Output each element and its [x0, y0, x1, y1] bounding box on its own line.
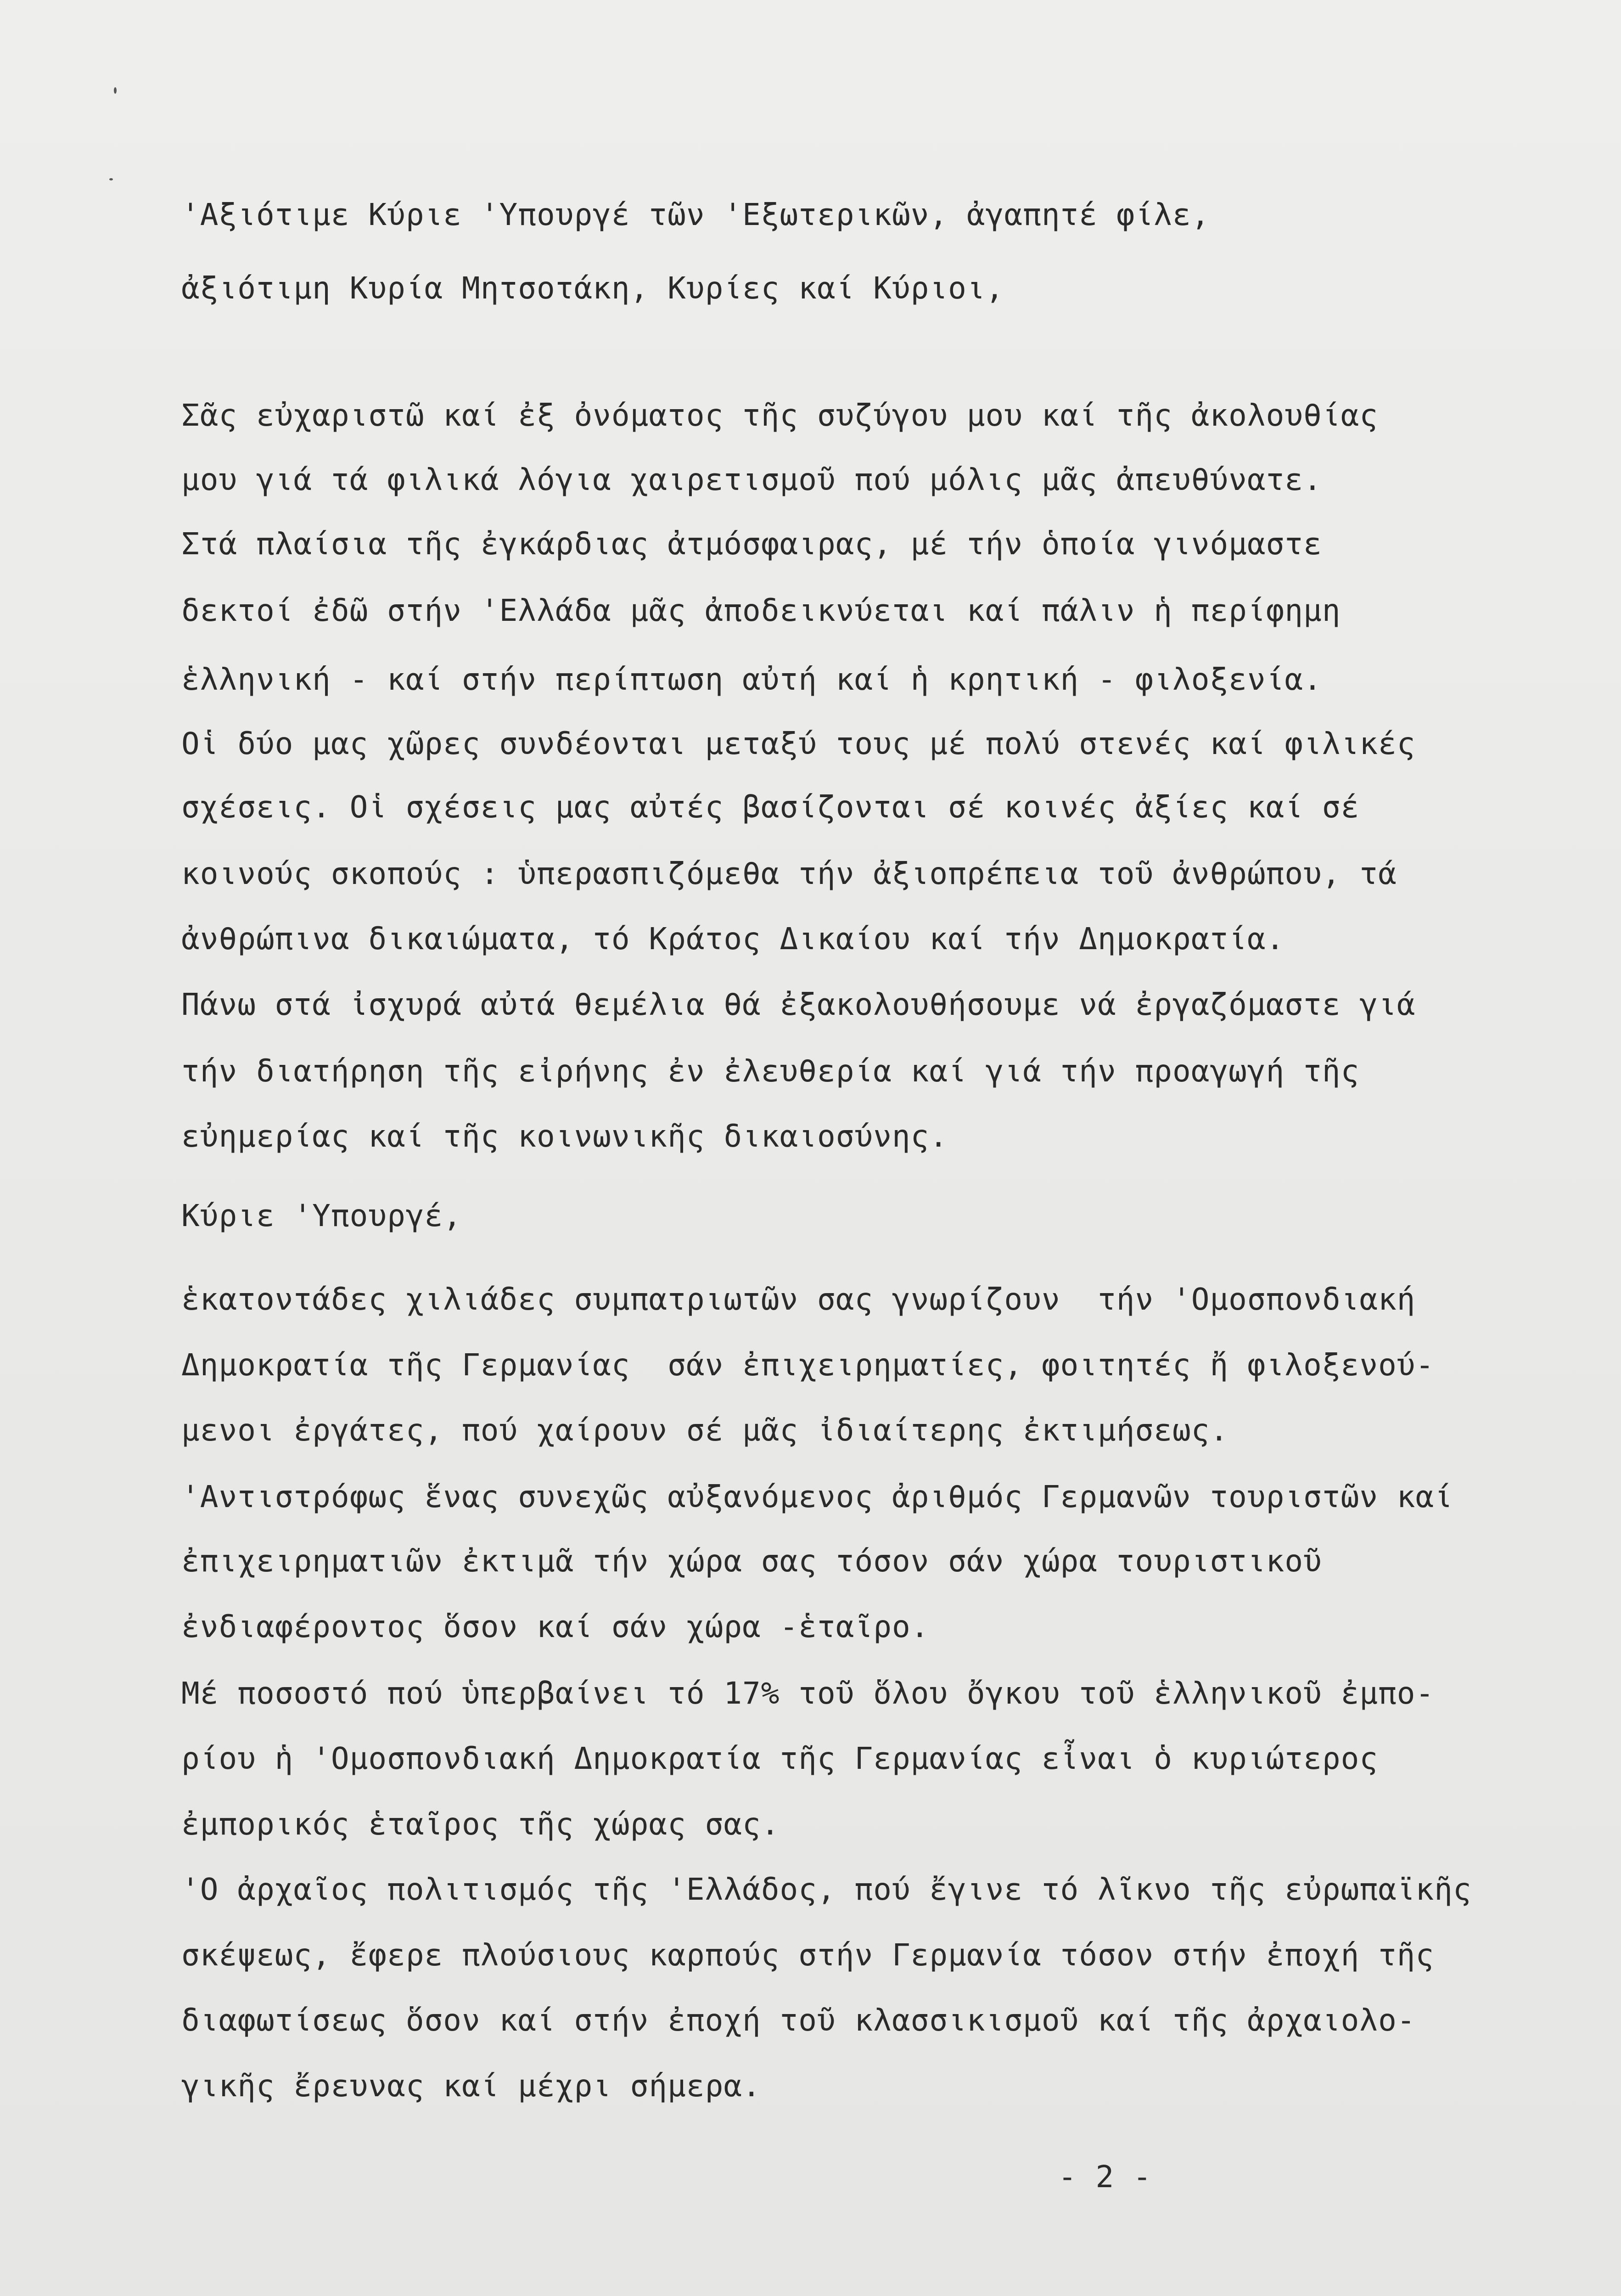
- page-number: - 2 -: [1058, 2159, 1152, 2195]
- body-line: 'Ο ἀρχαῖος πολιτισμός τῆς 'Ελλάδος, πού ἔγινε τό λῖκνο τῆς εὐρωπαϊκῆς: [181, 1872, 1472, 1907]
- body-line: ἀνθρώπινα δικαιώματα, τό Κράτος Δικαίου καί τήν Δημοκρατία.: [181, 921, 1285, 957]
- scan-speck: [114, 87, 117, 94]
- body-line: Οἱ δύο μας χῶρες συνδέονται μεταξύ τους μέ πολύ στενές καί φιλικές: [181, 726, 1416, 761]
- body-line: Δημοκρατία τῆς Γερμανίας σάν ἐπιχειρηματίες, φοιτητές ἤ φιλοξενού-: [181, 1347, 1435, 1383]
- salutation-line: ἀξιότιμη Κυρία Μητσοτάκη, Κυρίες καί Κύριοι,: [181, 270, 1004, 306]
- body-line: ἐμπορικός ἑταῖρος τῆς χώρας σας.: [181, 1806, 780, 1842]
- salutation-line: 'Αξιότιμε Κύριε 'Υπουργέ τῶν 'Εξωτερικῶν, ἀγαπητέ φίλε,: [181, 197, 1210, 232]
- body-line: σχέσεις. Οἱ σχέσεις μας αὐτές βασίζονται σέ κοινές ἀξίες καί σέ: [181, 789, 1360, 825]
- address-line: Κύριε 'Υπουργέ,: [181, 1198, 462, 1233]
- body-line: Σᾶς εὐχαριστῶ καί ἐξ ὀνόματος τῆς συζύγου μου καί τῆς ἀκολουθίας: [181, 398, 1379, 433]
- body-line: σκέψεως, ἔφερε πλούσιους καρπούς στήν Γερμανία τόσον στήν ἐποχή τῆς: [181, 1937, 1435, 1973]
- body-line: εὐημερίας καί τῆς κοινωνικῆς δικαιοσύνης.: [181, 1119, 948, 1154]
- body-line: τήν διατήρηση τῆς εἰρήνης ἐν ἐλευθερία καί γιά τήν προαγωγή τῆς: [181, 1053, 1360, 1089]
- body-line: γικῆς ἔρευνας καί μέχρι σήμερα.: [181, 2068, 761, 2104]
- scan-speck: [109, 178, 113, 180]
- body-line: κοινούς σκοπούς : ὑπερασπιζόμεθα τήν ἀξιοπρέπεια τοῦ ἀνθρώπου, τά: [181, 856, 1397, 891]
- body-line: ἐπιχειρηματιῶν ἐκτιμᾶ τήν χώρα σας τόσον σάν χώρα τουριστικοῦ: [181, 1543, 1322, 1579]
- body-line: Στά πλαίσια τῆς ἐγκάρδιας ἀτμόσφαιρας, μέ τήν ὁποία γινόμαστε: [181, 526, 1322, 562]
- body-line: ἑκατοντάδες χιλιάδες συμπατριωτῶν σας γνωρίζουν τήν 'Ομοσπονδιακή: [181, 1282, 1416, 1317]
- body-line: διαφωτίσεως ὅσον καί στήν ἐποχή τοῦ κλασσικισμοῦ καί τῆς ἀρχαιολο-: [181, 2003, 1416, 2038]
- body-line: μενοι ἐργάτες, πού χαίρουν σέ μᾶς ἰδιαίτερης ἐκτιμήσεως.: [181, 1412, 1229, 1448]
- body-line: ἑλληνική - καί στήν περίπτωση αὐτή καί ἡ κρητική - φιλοξενία.: [181, 662, 1322, 697]
- body-line: Πάνω στά ἰσχυρά αὐτά θεμέλια θά ἐξακολουθήσουμε νά ἐργαζόμαστε γιά: [181, 987, 1416, 1022]
- body-line: μου γιά τά φιλικά λόγια χαιρετισμοῦ πού μόλις μᾶς ἀπευθύνατε.: [181, 462, 1322, 497]
- body-line: δεκτοί ἐδῶ στήν 'Ελλάδα μᾶς ἀποδεικνύεται καί πάλιν ἡ περίφημη: [181, 593, 1341, 628]
- body-line: ἐνδιαφέροντος ὅσον καί σάν χώρα -ἑταῖρο.: [181, 1609, 930, 1644]
- body-line: ρίου ἡ 'Ομοσπονδιακή Δημοκρατία τῆς Γερμανίας εἶναι ὁ κυριώτερος: [181, 1741, 1379, 1776]
- body-line: 'Αντιστρόφως ἕνας συνεχῶς αὐξανόμενος ἀριθμός Γερμανῶν τουριστῶν καί: [181, 1479, 1453, 1514]
- body-line: Μέ ποσοστό πού ὑπερβαίνει τό 17% τοῦ ὅλου ὄγκου τοῦ ἑλληνικοῦ ἐμπο-: [181, 1676, 1435, 1711]
